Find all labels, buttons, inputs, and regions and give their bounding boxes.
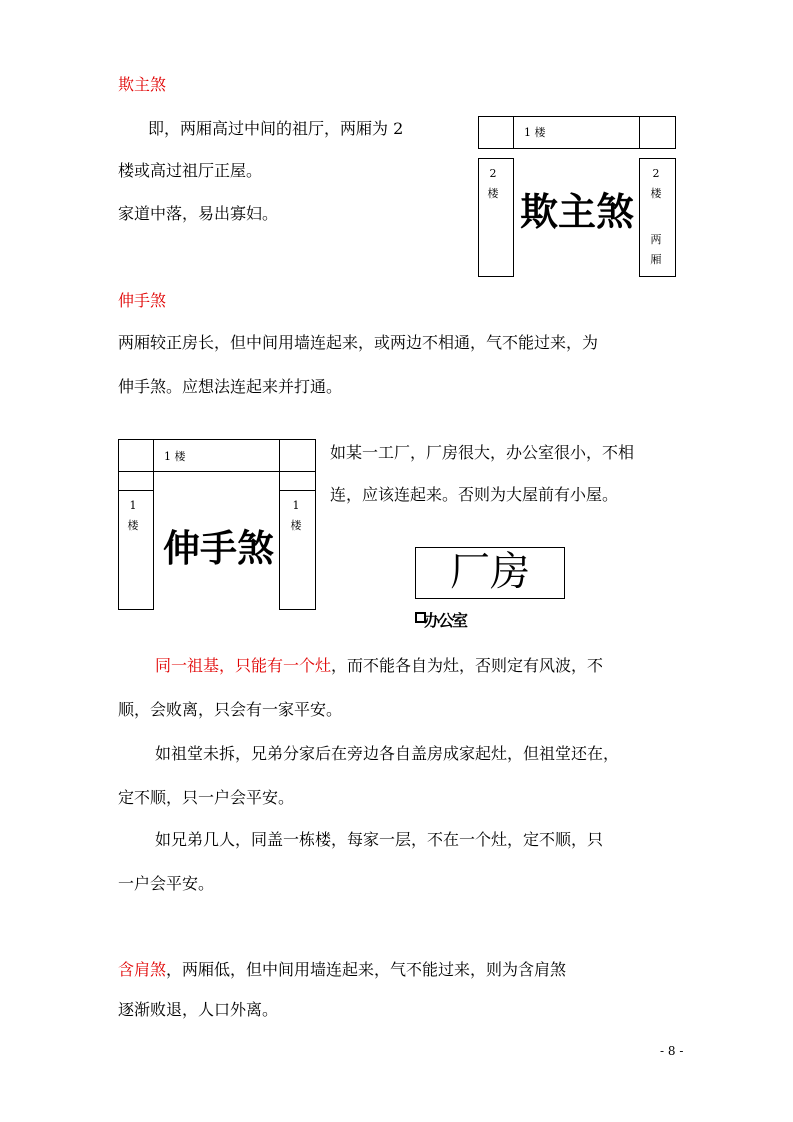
hanjian-line2: 逐渐败退，人口外离。	[118, 1000, 279, 1019]
qizhu-heading: 欺主煞	[118, 75, 167, 94]
diagram2-left-label: 1 楼	[127, 499, 139, 532]
diagram1-top-label: 1 楼	[524, 126, 546, 139]
qizhu-line2: 楼或高过祖厅正屋。	[118, 161, 263, 180]
diagram1-right-label: 2 楼	[650, 167, 662, 200]
zao-p2-line1: 如祖堂未拆，兄弟分家后在旁边各自盖房成家起灶，但祖堂还在，	[155, 744, 620, 763]
diagram2-top-right-cell	[279, 439, 316, 472]
shenshou-line1: 两厢较正房长，但中间用墙连起来，或两边不相通，气不能过来，为	[118, 333, 599, 352]
zao-p2-line2: 定不顺，只一户会平安。	[118, 788, 295, 807]
zao-p3-line2: 一户会平安。	[118, 874, 215, 893]
zao-p3-line1: 如兄弟几人，同盖一栋楼，每家一层，不在一个灶，定不顺，只	[155, 830, 604, 849]
shenshou-side2: 连，应该连起来。否则为大屋前有小屋。	[330, 485, 619, 504]
diagram2-left-connector	[118, 471, 154, 491]
diagram1-top-left-cell	[478, 116, 514, 149]
diagram2-center-label: 伸手煞	[163, 527, 274, 570]
diagram2-right-connector	[279, 471, 316, 491]
diagram1-left-label: 2 楼	[487, 167, 499, 200]
shenshou-line2: 伸手煞。应想法连起来并打通。	[118, 377, 343, 396]
diagram2-top-left-cell	[118, 439, 154, 472]
diagram2-right-label: 1 楼	[290, 499, 302, 532]
zao-p1-line2: 顺，会败离，只会有一家平安。	[118, 700, 343, 719]
diagram1-top-right-cell	[639, 116, 676, 149]
shenshou-side1: 如某一工厂，厂房很大，办公室很小，不相	[330, 443, 635, 462]
qizhu-line3: 家道中落，易出寡妇。	[118, 204, 279, 223]
qizhu-line1: 即，两厢高过中间的祖厅，两厢为 2	[148, 119, 404, 138]
diagram3-office-label: 办公室	[424, 611, 467, 630]
hanjian-rest: ，两厢低，但中间用墙连起来，气不能过来，则为含肩煞	[166, 960, 567, 979]
zao-p1-red: 同一祖基，只能有一个灶	[155, 656, 332, 675]
diagram1-center-label: 欺主煞	[520, 190, 635, 234]
diagram3-factory-label: 厂房	[450, 549, 530, 595]
zao-p1-line1	[155, 656, 603, 676]
zao-p1-rest: ，而不能各自为灶，否则定有风波，不	[331, 656, 604, 675]
diagram2-top-label: 1 楼	[164, 450, 186, 463]
hanjian-heading: 含肩煞	[118, 960, 167, 979]
shenshou-heading: 伸手煞	[118, 291, 167, 310]
hanjian-line1	[118, 960, 566, 980]
diagram1-right-sub: 两 厢	[650, 233, 662, 266]
page-number: - 8 -	[660, 1044, 684, 1058]
